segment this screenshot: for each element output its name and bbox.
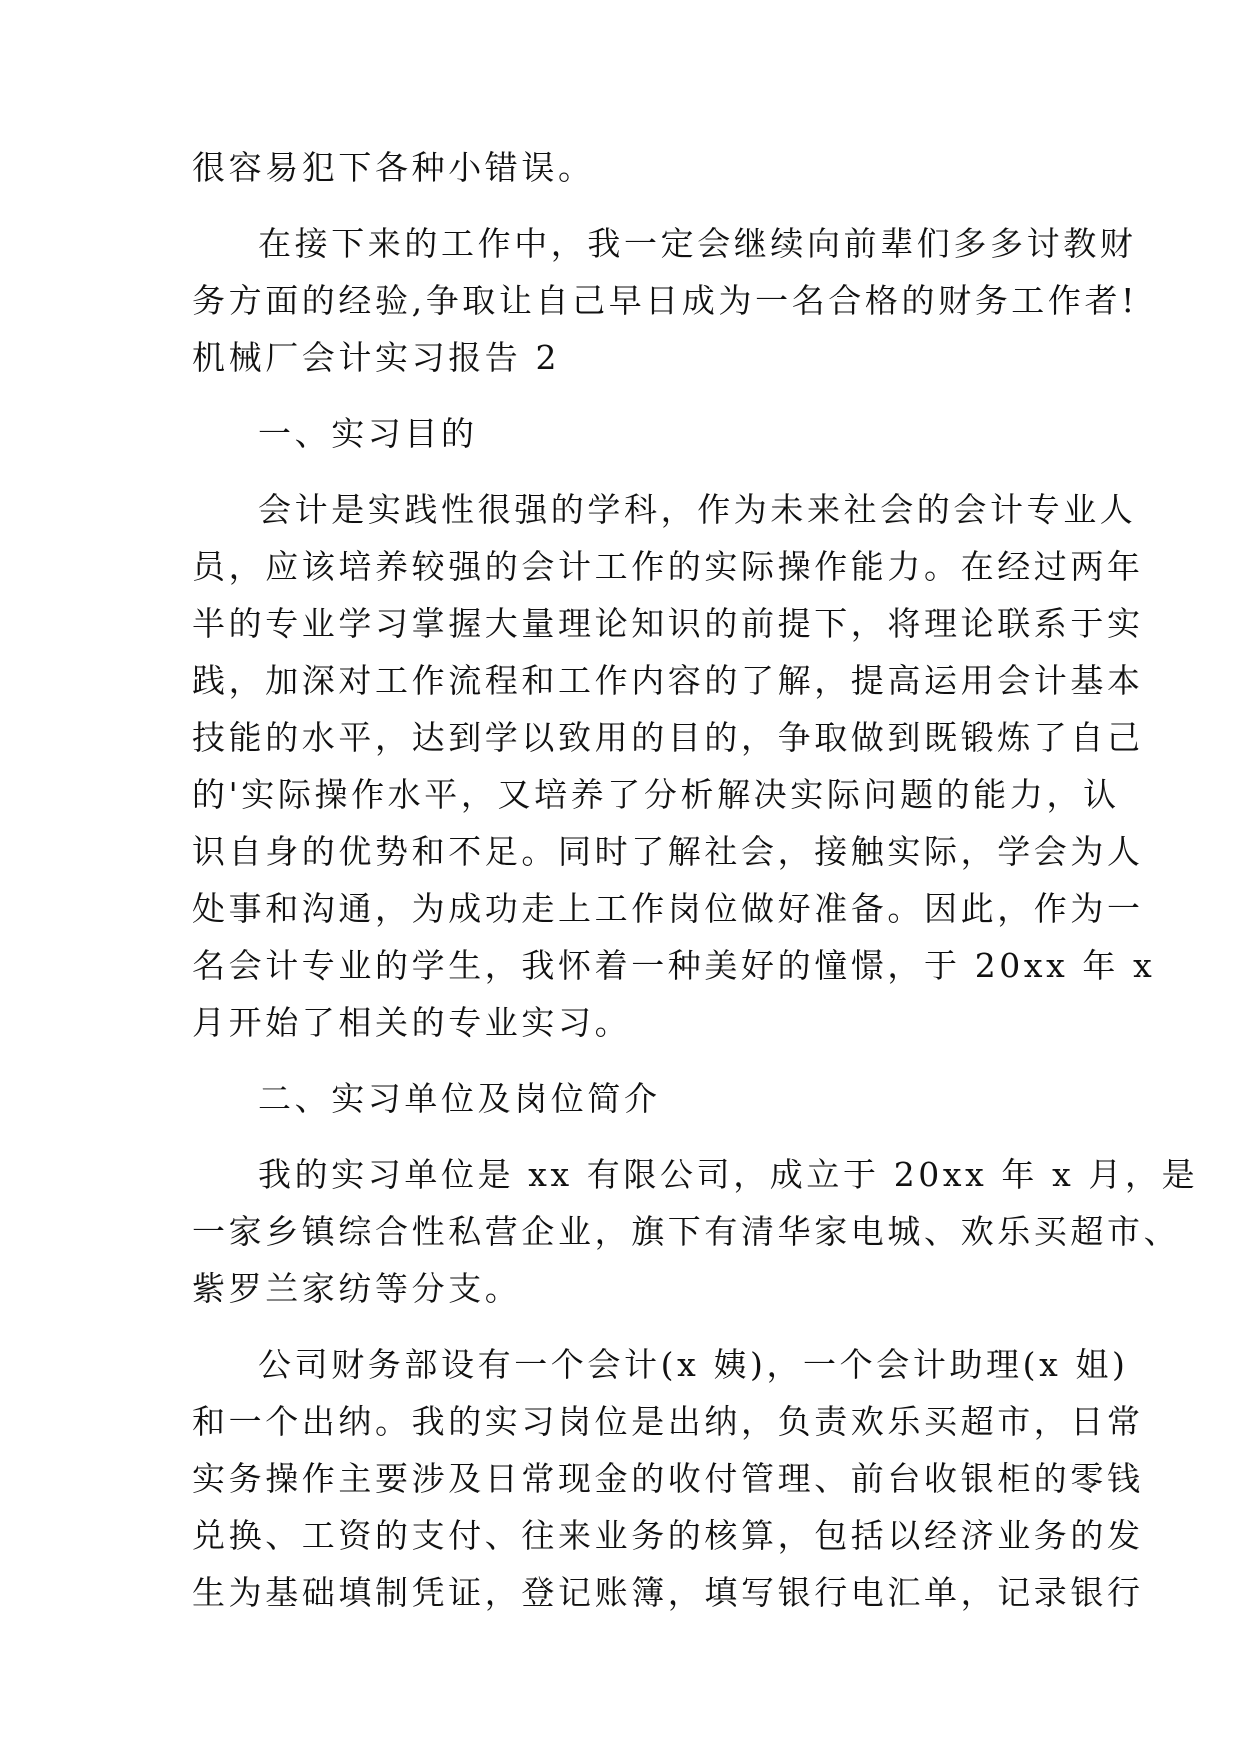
text-line: 一家乡镇综合性私营企业，旗下有清华家电城、欢乐买超市、	[192, 1212, 1181, 1251]
section-heading: 二、实习单位及岗位简介	[258, 1079, 661, 1118]
text-line: 生为基础填制凭证，登记账簿，填写银行电汇单，记录银行	[192, 1573, 1144, 1612]
text-line: 实务操作主要涉及日常现金的收付管理、前台收银柜的零钱	[192, 1459, 1144, 1498]
text-line: 公司财务部设有一个会计(x 姨)，一个会计助理(x 姐)	[258, 1345, 1129, 1384]
text-line: 和一个出纳。我的实习岗位是出纳，负责欢乐买超市，日常	[192, 1402, 1144, 1441]
section-heading: 一、实习目的	[258, 414, 478, 453]
text-line: 的'实际操作水平，又培养了分析解决实际问题的能力，认	[192, 775, 1120, 814]
text-line: 月开始了相关的专业实习。	[192, 1003, 632, 1042]
text-line: 半的专业学习掌握大量理论知识的前提下，将理论联系于实	[192, 604, 1144, 643]
text-line: 处事和沟通，为成功走上工作岗位做好准备。因此，作为一	[192, 889, 1144, 928]
text-line: 我的实习单位是 xx 有限公司，成立于 20xx 年 x 月，是	[258, 1155, 1199, 1194]
text-line: 很容易犯下各种小错误。	[192, 148, 595, 187]
text-line: 紫罗兰家纺等分支。	[192, 1269, 522, 1308]
text-line: 在接下来的工作中，我一定会继续向前辈们多多讨教财	[258, 224, 1137, 263]
text-line: 兑换、工资的支付、往来业务的核算，包括以经济业务的发	[192, 1516, 1144, 1555]
text-line: 会计是实践性很强的学科，作为未来社会的会计专业人	[258, 490, 1137, 529]
text-line: 务方面的经验,争取让自己早日成为一名合格的财务工作者!	[192, 281, 1138, 320]
text-line: 名会计专业的学生，我怀着一种美好的憧憬，于 20xx 年 x	[192, 946, 1156, 985]
text-line: 践，加深对工作流程和工作内容的了解，提高运用会计基本	[192, 661, 1144, 700]
text-line: 员，应该培养较强的会计工作的实际操作能力。在经过两年	[192, 547, 1144, 586]
text-line: 识自身的优势和不足。同时了解社会，接触实际，学会为人	[192, 832, 1144, 871]
text-line: 技能的水平，达到学以致用的目的，争取做到既锻炼了自己	[192, 718, 1144, 757]
report-title: 机械厂会计实习报告 2	[192, 338, 561, 377]
